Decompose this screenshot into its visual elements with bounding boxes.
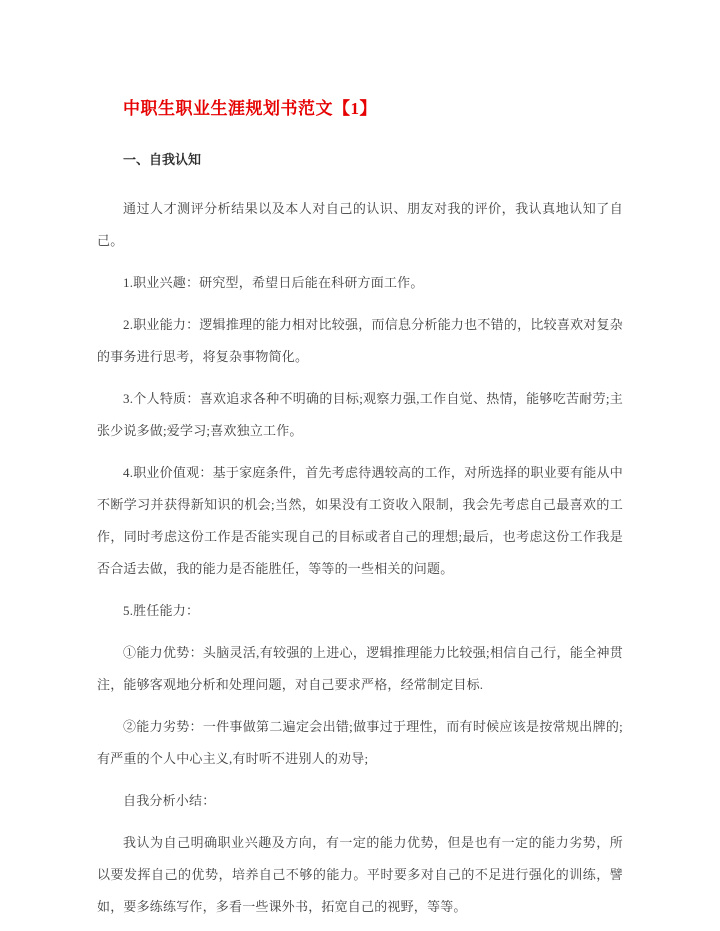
paragraph-personal-traits: 3.个人特质：喜欢追求各种不明确的目标;观察力强,工作自觉、热情，能够吃苦耐劳;主张少说多做;爱学习;喜欢独立工作。: [97, 391, 623, 438]
section-heading-self-cognition: 一、自我认知: [123, 152, 202, 167]
paragraph-career-values: 4.职业价值观：基于家庭条件，首先考虑待遇较高的工作，对所选择的职业要有能从中不断学习并获得新知识的机会;当然，如果没有工资收入限制，我会先考虑自己最喜欢的工作，同时考虑这份工作是否能实现自己的目标或者自己的理想;最后，也考虑这份工作我是否合适去做，我的能力是否能胜任，等等的一些相关的问题。: [97, 465, 623, 576]
paragraph-competence-label: 5.胜任能力：: [123, 603, 200, 618]
paragraph-career-interest: 1.职业兴趣：研究型，希望日后能在科研方面工作。: [123, 275, 424, 290]
paragraph-ability-strengths: ①能力优势：头脑灵活,有较强的上进心，逻辑推理能力比较强;相信自己行，能全神贯注，能够客观地分析和处理问题，对自己要求严格，经常制定目标.: [97, 645, 623, 692]
paragraph-ability-weaknesses: ②能力劣势：一件事做第二遍定会出错;做事过于理性，而有时候应该是按常规出牌的;有严重的个人中心主义,有时听不进别人的劝导;: [97, 719, 623, 766]
paragraph-self-summary: 我认为自己明确职业兴趣及方向，有一定的能力优势，但是也有一定的能力劣势，所以要发挥自己的优势，培养自己不够的能力。平时要多对自己的不足进行强化的训练，譬如，要多练练写作，多看一些课外书，拓宽自己的视野，等等。: [97, 835, 623, 914]
paragraph-summary-label: 自我分析小结：: [123, 793, 216, 808]
paragraph-career-ability: 2.职业能力：逻辑推理的能力相对比较强，而信息分析能力也不错的，比较喜欢对复杂的事务进行思考，将复杂事物简化。: [97, 317, 623, 364]
document-title: 中职生职业生涯规划书范文【1】: [123, 99, 377, 118]
paragraph-intro: 通过人才测评分析结果以及本人对自己的认识、朋友对我的评价，我认真地认知了自己。: [97, 201, 623, 248]
